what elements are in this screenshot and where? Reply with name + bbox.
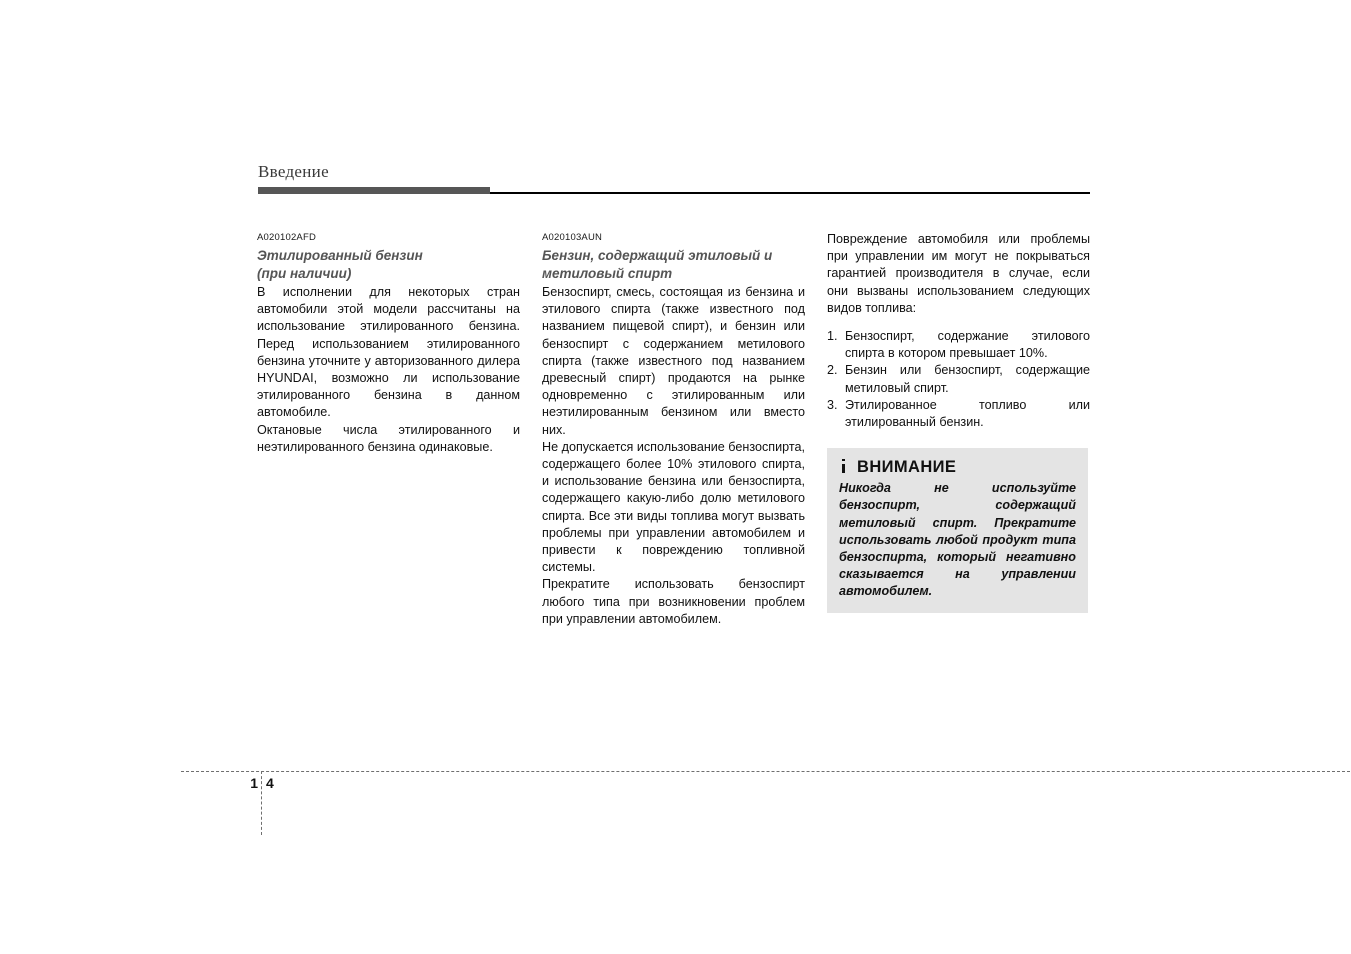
column-2 (542, 231, 805, 628)
footer-dashed-vertical-rule (261, 771, 262, 835)
document-code: A020103AUN (542, 232, 603, 243)
warning-header (839, 458, 1076, 476)
list-item-label: Бензин или бензоспирт, содержащие метиловый спирт. (845, 363, 1090, 395)
exclamation-mark-dot (842, 459, 845, 462)
chapter-header (258, 162, 1090, 194)
numbered-list (827, 328, 1090, 431)
section-heading-line-1: Этилированный бензин (257, 248, 423, 263)
list-item-label: Бензоспирт, содержание этилового спирта в котором превышает 10%. (845, 329, 1090, 361)
footer-dashed-horizontal-rule (181, 771, 1350, 772)
page-title: Введение (258, 162, 329, 181)
paragraph: Бензоспирт, смесь, состоящая из бензина и этилового спирта (также известного под названием пищевой спирт), и бензин или бензоспирт с содержанием метилового спирта (также известного под названием древесный спирт) продаются на рынке одновременно с этилированным или неэтилированным бензином или вместо них. (542, 285, 805, 437)
warning-title: ВНИМАНИЕ (857, 458, 957, 477)
section-heading (542, 247, 805, 282)
list-item-number: 3. (827, 397, 838, 412)
paragraph: Не допускается использование бензоспирта, содержащего более 10% этилового спирта, и использование бензина или бензоспирта, содержащего какую-либо долю метилового спирта. Все эти виды топлива могут вызвать проблемы при управлении автомобилем и привести к повреждению топливной системы. (542, 439, 805, 575)
section-heading-line-2: метиловый спирт (542, 265, 673, 281)
footer-chapter-number: 1 (250, 775, 258, 791)
list-item-label: Этилированное топливо или этилированный бензин. (845, 397, 1090, 430)
warning-box (827, 448, 1088, 612)
paragraph: Повреждение автомобиля или проблемы при управлении им могут не покрываться гарантией производителя в случае, если они вызваны использованием следующих видов топлива: (827, 232, 1090, 315)
paragraph: Октановые числа этилированного и неэтилированного бензина одинаковые. (257, 422, 520, 454)
footer-page-number: 4 (266, 775, 274, 791)
header-rule-thick-segment (258, 187, 490, 194)
column-1 (257, 231, 520, 628)
column-3 (827, 231, 1090, 628)
document-code: A020102AFD (257, 232, 317, 243)
paragraph: В исполнении для некоторых стран автомобили этой модели рассчитаны на использование этилированного бензина. Перед использованием этилированного бензина уточните у авторизованного дилера HYUNDAI, возможно ли использование этилированного бензина в данном автомобиле. (257, 285, 520, 420)
paragraph: Прекратите использовать бензоспирт любого типа при возникновении проблем при управлении автомобилем. (542, 577, 805, 626)
list-item-number: 2. (827, 363, 838, 378)
list-item-number: 1. (827, 329, 838, 344)
list-item (827, 362, 1090, 396)
section-heading (257, 247, 520, 282)
list-item (827, 328, 1090, 362)
header-rule (258, 187, 1090, 194)
warning-body-text: Никогда не используйте бензоспирт, содержащий метиловый спирт. Прекратите использовать любой продукт типа бензоспирта, который негативно сказывается на управлении автомобилем. (839, 481, 1076, 599)
section-heading-line-1: Бензин, содержащий этиловый и (542, 248, 773, 263)
section-heading-line-2: (при наличии) (257, 265, 352, 281)
exclamation-mark-stroke (842, 464, 845, 473)
exclamation-mark-icon (839, 459, 848, 476)
content-columns (257, 231, 1090, 628)
header-rule-thin-segment (490, 192, 1090, 194)
list-item (827, 397, 1090, 431)
